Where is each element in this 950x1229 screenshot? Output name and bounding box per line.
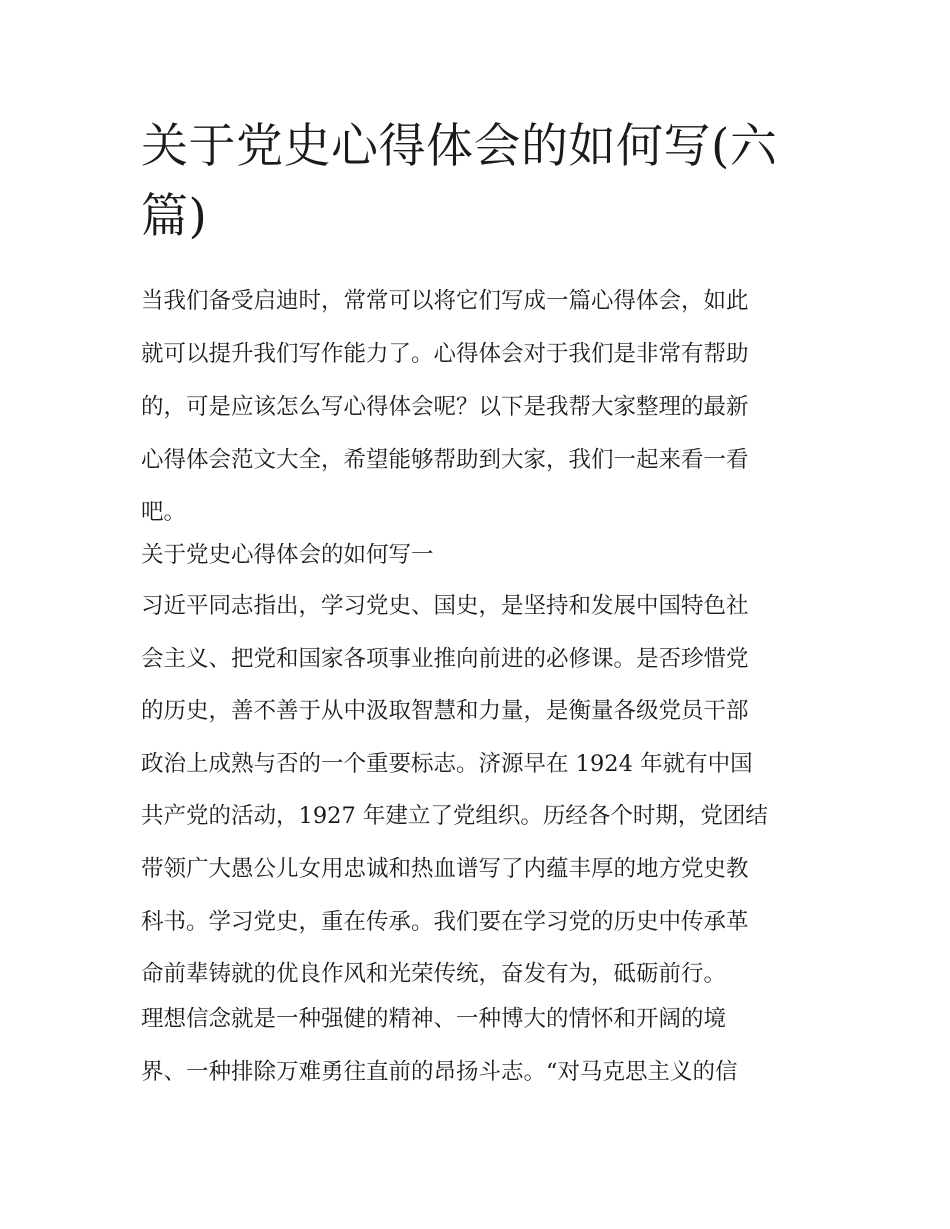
paragraph-line: 的，可是应该怎么写心得体会呢？以下是我帮大家整理的最新 xyxy=(141,394,749,420)
document-title xyxy=(141,112,813,252)
paragraph-line: 理想信念就是一种强健的精神、一种博大的情怀和开阔的境 xyxy=(141,1006,727,1032)
paragraph-line: 界、一种排除万难勇往直前的昂扬斗志。“对马克思主义的信 xyxy=(141,1059,738,1085)
paragraph-line: 科书。学习党史，重在传承。我们要在学习党的历史中传承革 xyxy=(141,909,749,935)
document-page xyxy=(141,112,813,252)
section-heading: 关于党史心得体会的如何写一 xyxy=(141,542,434,568)
title-line-1: 关于党史心得体会的如何写(六 xyxy=(141,119,778,174)
paragraph-line: 带领广大愚公儿女用忠诚和热血谱写了内蕴丰厚的地方党史教 xyxy=(141,856,749,882)
paragraph-line: 政治上成熟与否的一个重要标志。济源早在 1924 年就有中国 xyxy=(141,751,753,777)
paragraph-line: 心得体会范文大全，希望能够帮助到大家，我们一起来看一看 xyxy=(141,447,749,473)
paragraph-line: 习近平同志指出，学习党史、国史，是坚持和发展中国特色社 xyxy=(141,593,749,619)
title-line-2: 篇) xyxy=(141,189,208,244)
paragraph-line: 就可以提升我们写作能力了。心得体会对于我们是非常有帮助 xyxy=(141,341,749,367)
paragraph-line: 会主义、把党和国家各项事业推向前进的必修课。是否珍惜党 xyxy=(141,646,749,672)
paragraph-line: 共产党的活动，1927 年建立了党组织。历经各个时期，党团结 xyxy=(141,803,768,829)
paragraph-line: 吧。 xyxy=(141,499,187,525)
paragraph-line: 当我们备受启迪时，常常可以将它们写成一篇心得体会，如此 xyxy=(141,288,749,314)
paragraph-line: 命前辈铸就的优良作风和光荣传统，奋发有为，砥砺前行。 xyxy=(141,961,727,987)
paragraph-line: 的历史，善不善于从中汲取智慧和力量，是衡量各级党员干部 xyxy=(141,698,749,724)
